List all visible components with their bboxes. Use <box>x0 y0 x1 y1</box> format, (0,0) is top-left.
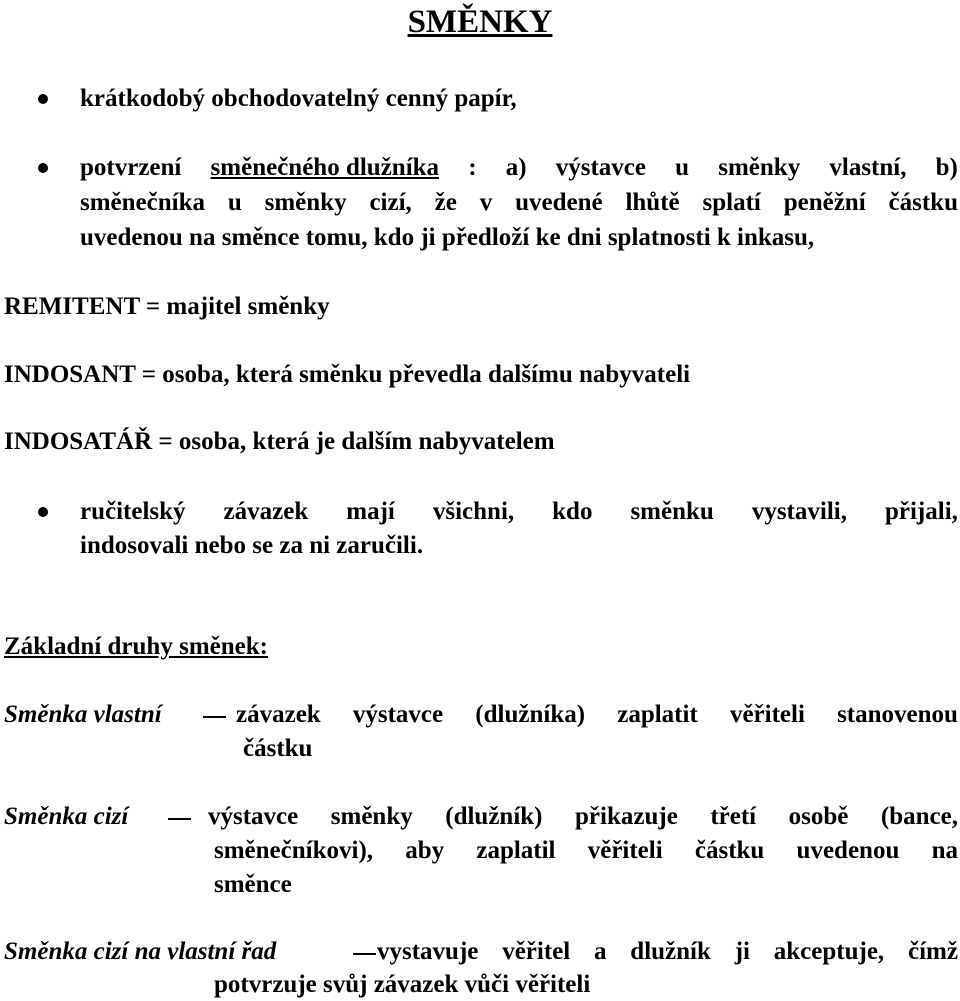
word: závazek <box>236 701 321 728</box>
bullet-text-1: krátkodobý obchodovatelný cenný papír, <box>80 85 517 112</box>
dash <box>353 953 376 955</box>
type-3-line-2: potvrzuje svůj závazek vůči věřiteli <box>214 971 591 998</box>
word: lhůtě <box>625 189 680 216</box>
word: vystavili, <box>751 498 847 525</box>
word: přikazuje <box>575 803 678 830</box>
word: peněžní <box>783 189 866 216</box>
term-smenka-cizi: Směnka cizí <box>4 803 129 830</box>
type-2-line-3: směnce <box>214 871 292 898</box>
word: potvrzení <box>80 154 182 181</box>
bullet-3-line-1 <box>80 497 958 527</box>
definition-indosant: INDOSANT = osoba, která směnku převedla dalšímu nabyvateli <box>4 361 691 388</box>
word: v <box>479 189 493 216</box>
word: kdo <box>552 498 593 525</box>
word: výstavce <box>208 803 299 830</box>
word: dlužník <box>630 938 711 965</box>
word: u <box>675 154 690 181</box>
word: u <box>227 189 242 216</box>
bullet-icon <box>38 94 48 104</box>
definition-remitent: REMITENT = majitel směnky <box>4 293 330 320</box>
word: na <box>931 837 958 864</box>
word: věřitel <box>502 938 571 965</box>
word: směnečníkovi), <box>214 837 374 864</box>
word: částku <box>888 189 958 216</box>
bullet-2-line-2 <box>80 188 958 218</box>
word: uvedené <box>515 189 603 216</box>
bullet-icon <box>38 163 48 173</box>
definition-indosatar: INDOSATÁŘ = osoba, která je dalším nabyvatelem <box>4 428 555 455</box>
bullet-3-line-2: indosovali nebo se za ni zaručili. <box>80 532 424 559</box>
type-1-line-1 <box>236 700 958 730</box>
page-title: SMĚNKY <box>407 4 553 40</box>
term-smenka-vlastni: Směnka vlastní <box>4 701 162 728</box>
type-2-line-2 <box>214 836 958 866</box>
word: částku <box>694 837 765 864</box>
underlined-term: směnečného dlužníka <box>210 154 440 181</box>
word: stanovenou <box>837 701 958 728</box>
term-smenka-cizi-na-vlastni-rad: Směnka cizí na vlastní řad <box>4 938 277 965</box>
word: : <box>468 154 477 181</box>
word: zaplatil <box>476 837 556 864</box>
word: ji <box>734 938 750 965</box>
word: osobě <box>788 803 849 830</box>
word: že <box>434 189 457 216</box>
word: splatí <box>702 189 761 216</box>
word: b) <box>935 154 958 181</box>
type-1-line-2: částku <box>243 735 313 762</box>
word: výstavce <box>352 701 444 728</box>
word: směnky <box>264 189 347 216</box>
bullet-icon <box>38 507 48 517</box>
dash <box>168 818 191 820</box>
word: závazek <box>223 498 309 525</box>
word: a) <box>505 154 527 181</box>
word: směnky <box>330 803 413 830</box>
word: vlastní, <box>829 154 907 181</box>
bullet-2-line-1 <box>80 153 958 183</box>
type-3-line-1 <box>377 937 958 967</box>
word: zaplatit <box>617 701 698 728</box>
word: směnky <box>718 154 801 181</box>
section-heading: Základní druhy směnek: <box>4 633 268 660</box>
word: akceptuje, <box>773 938 885 965</box>
word: (dlužník) <box>445 803 543 830</box>
word: čímž <box>907 938 958 965</box>
word: uvedenou <box>796 837 900 864</box>
word: směnku <box>630 498 714 525</box>
word: a <box>594 938 607 965</box>
word: (bance, <box>880 803 958 830</box>
word: věřiteli <box>729 701 805 728</box>
word: třetí <box>710 803 757 830</box>
dash <box>203 716 226 718</box>
word: věřiteli <box>587 837 663 864</box>
word: (dlužníka) <box>475 701 586 728</box>
word: všichni, <box>432 498 515 525</box>
word: vystavuje <box>377 938 479 965</box>
word: mají <box>346 498 395 525</box>
word: směnečníka <box>80 189 205 216</box>
word: aby <box>405 837 445 864</box>
bullet-2-line-3: uvedenou na směnce tomu, kdo ji předloží ke dni splatnosti k inkasu, <box>80 224 815 251</box>
word: ručitelský <box>80 498 186 525</box>
word: přijali, <box>884 498 958 525</box>
word: výstavce <box>555 154 646 181</box>
word: cizí, <box>369 189 412 216</box>
type-2-line-1 <box>208 802 958 832</box>
